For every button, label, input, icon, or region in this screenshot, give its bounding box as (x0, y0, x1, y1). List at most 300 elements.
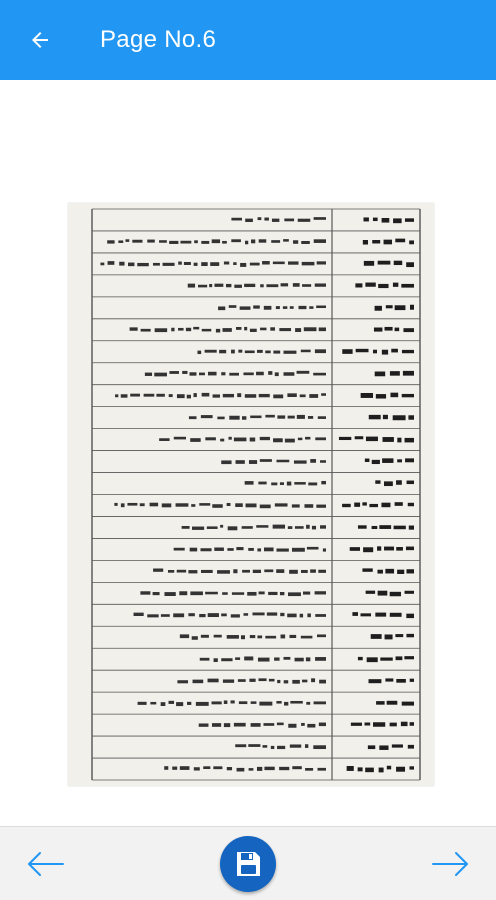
scan-text-meaning (196, 702, 209, 706)
scan-text-meaning (292, 504, 300, 507)
scan-text-meaning (271, 240, 280, 243)
scan-text-meaning (260, 284, 264, 287)
scan-text-meaning (179, 591, 187, 595)
scan-text-meaning (304, 504, 313, 508)
scan-text-term (376, 701, 385, 705)
scan-text-meaning (235, 503, 243, 507)
scan-text-term (356, 349, 369, 352)
scan-text-meaning (273, 438, 283, 442)
scan-text-meaning (311, 678, 315, 682)
scan-text-meaning (199, 503, 210, 506)
scan-text-meaning (250, 438, 256, 442)
scan-text-term (404, 656, 414, 659)
scan-text-meaning (188, 284, 195, 288)
scan-text-meaning (260, 437, 270, 440)
scan-text-term (406, 634, 414, 637)
scan-text-meaning (245, 219, 253, 222)
scan-text-meaning (173, 613, 184, 617)
scan-text-meaning (189, 372, 196, 375)
scan-text-meaning (163, 263, 175, 266)
scan-text-term (406, 547, 414, 551)
scan-text-meaning (315, 591, 326, 594)
back-button[interactable] (0, 0, 80, 80)
scan-text-meaning (241, 635, 245, 639)
scan-text-term (374, 328, 382, 332)
scan-text-meaning (315, 349, 326, 353)
scan-text-meaning (277, 723, 284, 726)
scan-text-term (385, 678, 393, 681)
scan-text-meaning (180, 766, 190, 770)
scan-text-meaning (288, 592, 301, 596)
scan-text-meaning (301, 636, 313, 639)
app-bar (0, 0, 496, 80)
scan-text-meaning (273, 351, 280, 354)
scan-text-meaning (231, 700, 235, 703)
scan-text-term (377, 546, 381, 550)
scan-text-meaning (301, 350, 311, 353)
scan-text-meaning (260, 328, 266, 331)
scan-text-meaning (245, 241, 248, 245)
scan-text-term (358, 525, 367, 528)
scan-text-term (409, 526, 414, 530)
scan-text-meaning (257, 767, 262, 771)
scan-text-term (397, 459, 402, 462)
scan-text-term (365, 283, 375, 287)
scan-text-meaning (182, 526, 190, 529)
scan-text-term (378, 261, 391, 265)
scan-text-meaning (306, 525, 310, 529)
scan-text-term (373, 218, 378, 221)
scan-text-meaning (248, 548, 254, 551)
scan-text-meaning (319, 680, 326, 684)
scan-text-meaning (150, 503, 159, 507)
scan-text-meaning (302, 284, 311, 287)
scan-text-meaning (264, 767, 274, 770)
scan-text-term (405, 458, 414, 462)
scan-text-meaning (307, 613, 310, 617)
scan-text-meaning (128, 263, 134, 267)
save-button[interactable] (220, 836, 276, 892)
page-viewer (0, 80, 496, 826)
scan-text-meaning (250, 635, 255, 638)
scan-text-meaning (239, 701, 247, 704)
scan-text-meaning (246, 503, 257, 507)
scan-text-meaning (308, 416, 313, 419)
scan-text-term (403, 371, 414, 376)
scan-text-meaning (235, 744, 246, 747)
scan-text-term (405, 218, 414, 221)
scan-text-meaning (301, 570, 308, 573)
scan-text-meaning (125, 239, 129, 242)
scan-text-meaning (283, 306, 287, 309)
scan-text-meaning (108, 261, 115, 265)
scan-text-meaning (229, 305, 237, 308)
scan-text-term (383, 415, 388, 419)
scan-text-meaning (280, 482, 284, 485)
scan-text-term (377, 570, 382, 574)
scan-text-meaning (223, 394, 234, 397)
scan-text-term (406, 262, 414, 267)
scan-text-term (352, 612, 358, 616)
scan-text-meaning (187, 395, 191, 399)
scan-text-meaning (193, 680, 204, 684)
scan-text-meaning (223, 679, 234, 682)
scan-text-meaning (251, 701, 257, 704)
scan-text-meaning (250, 329, 257, 332)
scan-text-meaning (214, 284, 223, 287)
scan-text-term (393, 415, 406, 420)
scan-text-meaning (107, 240, 114, 243)
scan-text-meaning (259, 591, 265, 594)
scan-text-term (397, 438, 401, 443)
scan-text-meaning (265, 351, 270, 354)
scan-text-term (350, 547, 360, 551)
scan-text-meaning (174, 548, 185, 551)
scan-text-meaning (227, 503, 231, 506)
scan-text-meaning (194, 240, 198, 243)
scan-text-meaning (289, 635, 296, 638)
scan-text-meaning (249, 768, 254, 771)
scan-text-meaning (201, 570, 213, 573)
scan-text-term (351, 723, 362, 726)
scan-text-meaning (177, 394, 185, 398)
scan-text-meaning (231, 350, 235, 354)
scan-text-meaning (219, 350, 226, 353)
scan-text-meaning (118, 240, 123, 243)
scan-text-meaning (178, 262, 182, 265)
scan-text-meaning (177, 570, 186, 573)
scan-text-meaning (153, 263, 160, 266)
scan-text-meaning (290, 744, 301, 747)
scan-text-meaning (187, 702, 191, 705)
scan-text-term (364, 261, 374, 266)
scan-text-meaning (284, 702, 288, 706)
scan-text-meaning (270, 327, 275, 330)
scan-text-meaning (147, 614, 158, 617)
next-page-button[interactable] (406, 827, 496, 900)
scan-text-meaning (234, 438, 247, 442)
scan-text-meaning (316, 306, 326, 309)
scan-text-meaning (295, 658, 304, 662)
scan-text-meaning (190, 548, 197, 552)
scan-text-meaning (275, 372, 279, 376)
scan-text-term (408, 745, 414, 749)
scan-text-term (405, 591, 414, 594)
scan-text-meaning (292, 680, 300, 684)
scan-text-meaning (197, 351, 201, 354)
scan-text-meaning (242, 526, 253, 529)
scan-text-meaning (315, 437, 326, 440)
scan-text-meaning (251, 239, 255, 243)
scan-text-term (390, 723, 397, 727)
scan-text-meaning (245, 394, 256, 398)
scan-text-meaning (277, 680, 280, 683)
scan-text-meaning (188, 613, 194, 616)
scan-text-meaning (264, 569, 273, 572)
scan-text-term (396, 547, 403, 551)
scanned-page-image[interactable] (68, 203, 434, 786)
scan-text-meaning (292, 766, 301, 769)
scan-text-meaning (287, 482, 291, 486)
scan-text-meaning (253, 570, 261, 573)
scan-text-meaning (212, 239, 220, 243)
scan-text-meaning (252, 612, 264, 615)
scan-text-term (386, 305, 393, 308)
scan-text-meaning (205, 592, 218, 595)
scan-text-term (384, 240, 392, 245)
scan-text-meaning (319, 327, 326, 331)
scan-text-meaning (251, 723, 261, 727)
scan-text-meaning (288, 416, 295, 419)
scan-text-term (402, 702, 414, 706)
scan-text-term (362, 502, 366, 505)
scan-text-term (387, 766, 391, 770)
scan-text-meaning (314, 239, 326, 243)
scan-text-meaning (130, 327, 138, 330)
scan-text-meaning (313, 745, 326, 749)
scan-text-meaning (201, 415, 213, 418)
scan-text-meaning (309, 306, 313, 309)
scan-text-term (397, 570, 404, 574)
scan-text-meaning (213, 394, 220, 397)
scan-text-meaning (321, 481, 326, 484)
scan-text-meaning (268, 371, 272, 375)
scan-text-term (390, 613, 402, 617)
scan-text-meaning (309, 394, 318, 398)
scan-text-meaning (145, 373, 152, 376)
scan-text-meaning (276, 460, 289, 463)
scan-text-meaning (242, 416, 246, 420)
scan-text-meaning (199, 373, 205, 376)
scan-text-meaning (224, 262, 229, 265)
scan-text-meaning (231, 239, 241, 242)
scan-text-meaning (292, 548, 305, 552)
scan-text-term (358, 767, 363, 771)
scan-text-meaning (240, 306, 251, 309)
scan-text-meaning (233, 569, 237, 573)
arrow-right-icon (431, 850, 471, 878)
scan-text-meaning (216, 329, 220, 333)
scan-text-meaning (315, 657, 326, 661)
scan-text-meaning (308, 482, 317, 485)
scan-text-term (395, 305, 406, 310)
scan-text-term (368, 745, 375, 749)
scan-text-term (382, 458, 393, 463)
scan-text-meaning (284, 351, 297, 354)
scan-text-meaning (293, 283, 300, 287)
scan-text-meaning (306, 702, 310, 705)
scan-text-meaning (130, 394, 140, 397)
scan-text-term (365, 722, 371, 725)
scan-text-meaning (214, 658, 218, 662)
scan-text-meaning (227, 548, 233, 551)
scan-text-term (365, 459, 370, 462)
scan-text-term (396, 480, 402, 485)
scan-text-meaning (114, 503, 117, 506)
scan-text-meaning (212, 504, 222, 508)
scan-text-meaning (303, 592, 310, 595)
scan-text-term (406, 614, 414, 618)
scan-text-meaning (317, 261, 326, 264)
scan-text-term (361, 393, 373, 398)
scan-text-meaning (119, 262, 124, 266)
scan-text-meaning (319, 723, 326, 727)
scan-text-term (378, 591, 388, 596)
scan-text-meaning (138, 702, 147, 705)
scan-text-meaning (169, 394, 173, 397)
scan-text-meaning (220, 439, 224, 442)
scan-text-meaning (220, 525, 223, 528)
scan-text-meaning (290, 701, 302, 704)
scan-text-meaning (317, 634, 326, 637)
scan-text-term (409, 766, 414, 769)
previous-page-button[interactable] (0, 827, 90, 900)
scan-text-meaning (301, 723, 305, 726)
page-title: Page No.6 (100, 26, 217, 53)
scan-text-meaning (229, 416, 239, 420)
scan-text-meaning (259, 239, 267, 242)
scan-text-meaning (271, 482, 277, 485)
scan-text-meaning (150, 702, 156, 705)
scan-text-meaning (245, 481, 254, 485)
scan-text-term (360, 613, 371, 616)
scan-text-meaning (218, 306, 225, 310)
scan-text-meaning (253, 305, 260, 308)
scan-text-term (376, 394, 386, 398)
scan-text-term (375, 480, 380, 483)
scan-text-term (373, 722, 385, 726)
scan-text-term (401, 722, 408, 726)
scan-text-meaning (280, 613, 284, 616)
scan-text-meaning (161, 702, 166, 706)
scan-text-meaning (300, 614, 303, 618)
scan-text-meaning (221, 372, 225, 375)
scan-text-term (372, 526, 378, 529)
scan-text-term (366, 591, 375, 594)
scan-text-meaning (235, 657, 240, 660)
scan-text-meaning (313, 373, 326, 376)
scan-text-meaning (224, 700, 228, 704)
scan-text-meaning (144, 394, 155, 397)
scan-text-meaning (229, 373, 239, 376)
scan-text-term (365, 768, 374, 773)
scan-text-meaning (297, 371, 310, 374)
scan-text-term (391, 349, 398, 353)
scan-text-meaning (298, 219, 311, 222)
scan-text-meaning (234, 723, 246, 727)
scan-text-meaning (276, 701, 281, 704)
scan-text-meaning (177, 680, 188, 683)
scan-text-term (380, 657, 392, 660)
scan-text-meaning (318, 416, 326, 419)
scan-text-meaning (192, 527, 204, 530)
scan-text-meaning (182, 371, 187, 374)
scan-text-meaning (226, 284, 231, 287)
scan-text-meaning (121, 394, 128, 397)
scan-text-term (369, 504, 378, 507)
scan-text-meaning (222, 241, 227, 244)
scan-text-meaning (238, 350, 242, 353)
scan-text-meaning (315, 283, 326, 286)
scan-text-meaning (260, 505, 271, 509)
scan-text-meaning (154, 373, 167, 377)
scan-text-meaning (265, 636, 276, 639)
scan-text-term (375, 613, 386, 617)
scan-text-meaning (315, 614, 326, 617)
scan-text-term (342, 349, 352, 354)
scan-text-meaning (201, 262, 207, 266)
scan-text-term (402, 350, 414, 353)
scan-text-term (395, 239, 405, 243)
scan-text-meaning (193, 393, 196, 397)
scan-text-meaning (314, 217, 326, 220)
scan-text-meaning (121, 503, 125, 507)
scan-text-meaning (202, 393, 210, 397)
scan-text-meaning (287, 393, 296, 397)
scan-text-term (408, 503, 414, 506)
scan-text-meaning (231, 614, 240, 617)
scan-text-meaning (227, 767, 232, 770)
scan-text-meaning (180, 634, 189, 638)
scan-text-meaning (277, 746, 285, 749)
scan-text-meaning (259, 702, 272, 706)
scan-text-meaning (288, 261, 299, 264)
scan-text-meaning (257, 548, 261, 551)
scan-text-meaning (256, 372, 264, 376)
scan-text-meaning (221, 613, 227, 616)
scan-text-term (372, 460, 380, 464)
scan-text-meaning (289, 570, 298, 574)
scan-text-meaning (276, 569, 284, 573)
scan-text-meaning (280, 592, 284, 595)
scan-text-meaning (258, 482, 266, 485)
scan-text-meaning (305, 437, 310, 440)
scan-text-meaning (281, 283, 288, 286)
scan-text-term (379, 525, 391, 529)
scan-text-meaning (249, 679, 255, 682)
scan-text-term (364, 217, 369, 221)
scan-text-meaning (208, 613, 219, 617)
scan-text-meaning (127, 503, 137, 506)
scan-text-term (382, 218, 390, 223)
scan-text-term (394, 261, 402, 265)
scan-text-term (342, 504, 351, 507)
scan-text-meaning (305, 744, 308, 748)
scan-text-meaning (205, 437, 216, 440)
scan-text-meaning (244, 656, 253, 660)
scan-text-term (384, 481, 393, 486)
scan-text-meaning (213, 766, 222, 769)
floppy-disk-icon (232, 848, 264, 880)
scan-text-meaning (295, 328, 301, 332)
scan-text-meaning (202, 329, 212, 332)
scan-text-term (410, 305, 414, 310)
scan-text-term (401, 284, 414, 288)
scan-text-term (407, 569, 414, 573)
scan-text-meaning (192, 636, 198, 640)
scan-text-meaning (300, 394, 306, 397)
scan-text-meaning (263, 723, 274, 726)
scan-text-term (407, 481, 414, 485)
scan-text-term (394, 526, 406, 530)
scan-text-term (385, 634, 393, 639)
scan-text-meaning (155, 328, 167, 332)
scan-text-meaning (294, 460, 307, 463)
scan-text-meaning (236, 327, 241, 330)
scan-text-meaning (153, 568, 163, 571)
scan-text-term (363, 547, 373, 552)
scan-text-meaning (284, 219, 294, 222)
